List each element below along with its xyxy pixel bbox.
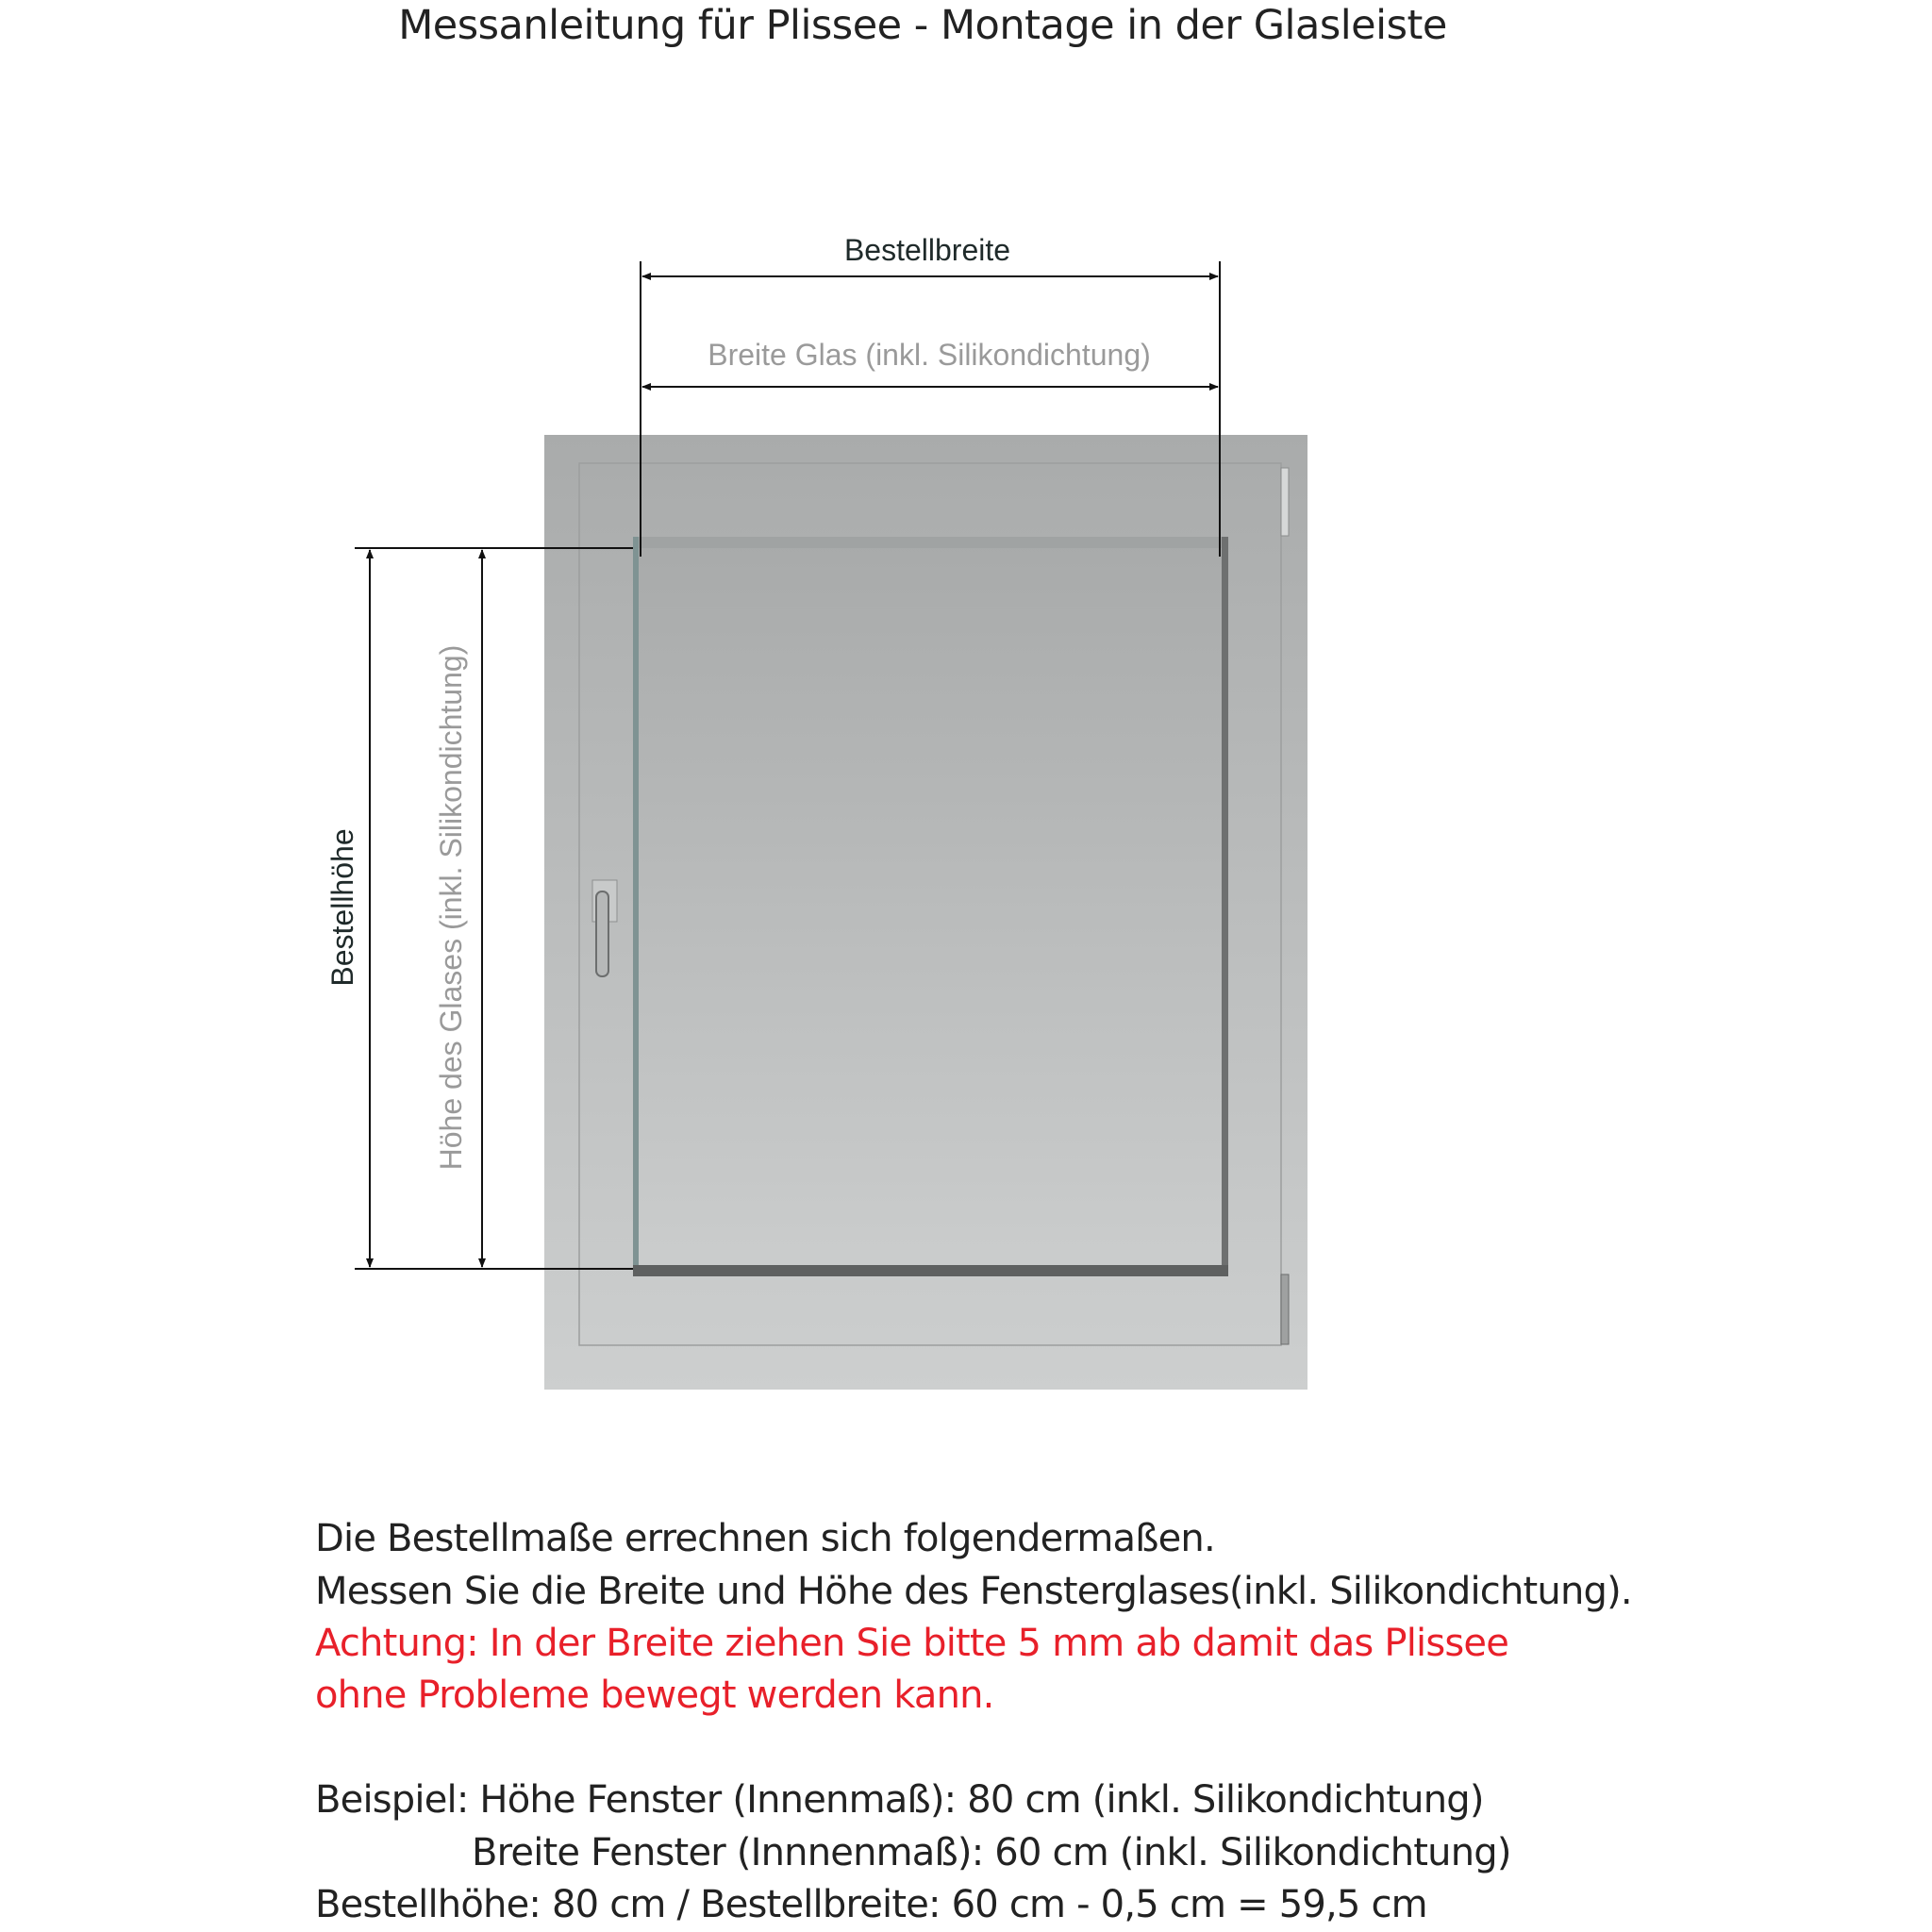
warning-line-1: Achtung: In der Breite ziehen Sie bitte 5 mm ab damit das Plissee [315, 1622, 1509, 1665]
example-line-1: Beispiel: Höhe Fenster (Innenmaß): 80 cm (inkl. Silikondichtung) [315, 1778, 1484, 1822]
hinge-bottom-icon [1281, 1274, 1289, 1344]
instruction-line-2: Messen Sie die Breite und Höhe des Fensterglases(inkl. Silikondichtung). [315, 1570, 1632, 1613]
hinge-top-icon [1281, 468, 1289, 536]
example-line-3: Bestellhöhe: 80 cm / Bestellbreite: 60 cm - 0,5 cm = 59,5 cm [315, 1883, 1427, 1926]
order-width-label: Bestellbreite [843, 233, 1011, 267]
instruction-line-1: Die Bestellmaße errechnen sich folgendermaßen. [315, 1517, 1215, 1560]
glass-bead-right [1222, 537, 1228, 1276]
order-height-label: Bestellhöhe [325, 828, 359, 987]
page-title: Messanleitung für Plissee - Montage in der Glasleiste [398, 2, 1447, 49]
example-line-2: Breite Fenster (Innnenmaß): 60 cm (inkl. Silikondichtung) [472, 1831, 1511, 1874]
window-handle-icon [596, 891, 608, 976]
glass-bead-bottom [633, 1265, 1228, 1276]
warning-line-2: ohne Probleme bewegt werden kann. [315, 1674, 994, 1717]
glass-bead-top [637, 537, 1224, 548]
glass-width-label: Breite Glas (inkl. Silikondichtung) [708, 338, 1151, 372]
glass-bead-left [633, 537, 639, 1276]
glass-height-label: Höhe des Glases (inkl. Silikondichtung) [434, 644, 468, 1171]
window-glass [633, 537, 1227, 1276]
window-illustration [544, 435, 1307, 1390]
